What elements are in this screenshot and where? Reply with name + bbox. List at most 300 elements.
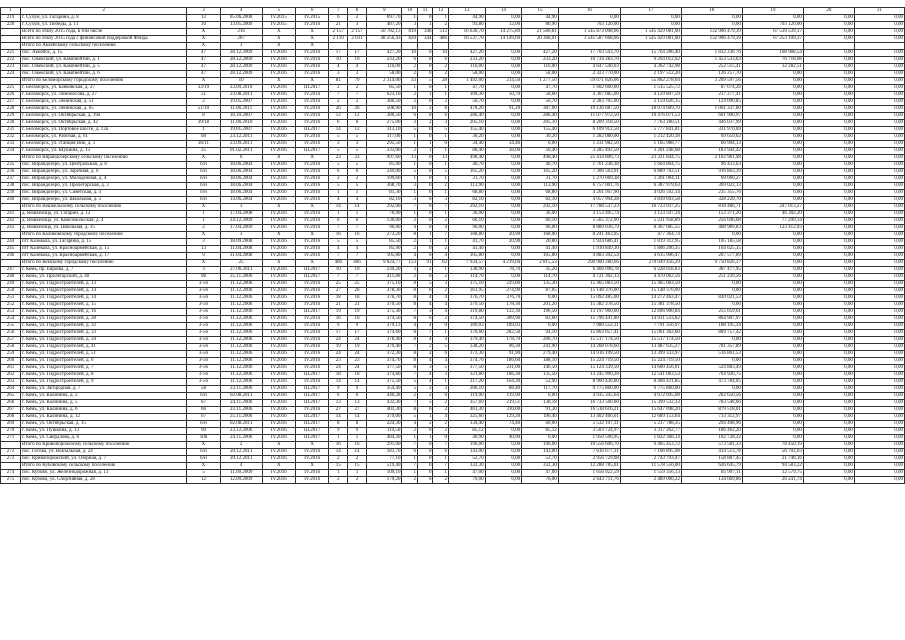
address-cell: Итого по Каликовскому городскому поселению — [20, 232, 186, 239]
table-cell: 406 — [329, 260, 348, 267]
table-cell: 0,00 — [803, 393, 854, 400]
table-cell: 5 — [402, 127, 418, 134]
table-cell: 704 926,75 — [681, 372, 742, 379]
address-cell: г. Кемь, ул. Гидростроителей, д. 14 — [20, 288, 186, 295]
table-cell: IV.2016 — [262, 148, 295, 155]
table-cell: IV.2016 — [296, 470, 329, 477]
table-cell: 12 689 153,64 — [620, 414, 681, 421]
table-cell: 2 — [433, 400, 449, 407]
table-cell: 4 647 540,03 — [558, 64, 620, 71]
table-cell: 10 — [329, 267, 348, 274]
table-cell: 3-56 — [187, 379, 220, 386]
table-cell: 0,00 — [803, 309, 854, 316]
table-cell: X — [187, 463, 220, 470]
table-cell: 8 — [433, 106, 449, 113]
table-cell: 16 — [348, 316, 367, 323]
table-cell: 319,80 — [448, 309, 485, 316]
table-cell: 2 — [433, 218, 449, 225]
table-cell: 623,10 — [366, 92, 401, 99]
table-cell: 19.05.2007 — [220, 99, 262, 106]
address-cell: Всего по этапу 2015 года, в том числе — [20, 29, 186, 36]
table-cell: 18 — [329, 372, 348, 379]
table-cell: 183 944,42 — [681, 148, 742, 155]
table-cell: 143,00 — [448, 449, 485, 456]
table-cell: 4 — [417, 295, 433, 302]
table-cell: IV.2016 — [296, 22, 329, 29]
table-cell: 205,10 — [448, 120, 485, 127]
table-cell: 0,00 — [854, 22, 904, 29]
table-cell: 257 — [1, 337, 21, 344]
table-cell: 28 — [433, 78, 449, 85]
table-cell: 275 — [1, 477, 21, 484]
table-cell: 15 224 719,50 — [558, 358, 620, 365]
table-cell: 25 — [220, 260, 262, 267]
table-cell: 7 — [433, 232, 449, 239]
table-cell: III.2017 — [296, 421, 329, 428]
table-cell: 254 — [1, 316, 21, 323]
table-cell: 26 — [348, 106, 367, 113]
table-cell: 24 — [348, 365, 367, 372]
table-cell: 0,00 — [485, 162, 522, 169]
table-cell: 0,00 — [681, 281, 742, 288]
table-cell: 2 283 705,00 — [558, 99, 620, 106]
table-cell: IV.2015 — [262, 22, 295, 29]
table-cell: 0,00 — [485, 57, 522, 64]
table-cell: 50,40 — [522, 148, 559, 155]
table-cell: IV.2016 — [262, 477, 295, 484]
table-cell: 232 — [1, 134, 21, 141]
table-cell: X — [262, 155, 295, 162]
table-cell: 0,00 — [803, 106, 854, 113]
table-cell: 3 — [417, 365, 433, 372]
table-cell: 134,40 — [448, 421, 485, 428]
table-cell: 14 — [329, 127, 348, 134]
table-cell: 15 796 441,80 — [558, 316, 620, 323]
table-cell: 119,90 — [485, 393, 522, 400]
table-cell: 0,00 — [854, 50, 904, 57]
table-cell: IV.2016 — [296, 134, 329, 141]
subtotal-row — [1, 78, 905, 85]
table-cell: 0 — [417, 71, 433, 78]
register-table — [0, 7, 905, 484]
table-cell: 241 — [1, 211, 21, 218]
table-cell: 2 — [402, 239, 418, 246]
table-cell: 11.12.2006 — [220, 337, 262, 344]
table-cell: 14 — [348, 379, 367, 386]
table-cell: 14 931 533,82 — [620, 316, 681, 323]
table-cell: 10 — [348, 57, 367, 64]
table-cell: 235 355,76 — [681, 190, 742, 197]
table-cell: 14 — [348, 204, 367, 211]
table-row — [1, 71, 905, 78]
column-number: 6 — [296, 8, 329, 15]
table-cell: IV.2016 — [262, 64, 295, 71]
table-row — [1, 22, 905, 29]
table-cell: 473 784,05 — [681, 379, 742, 386]
table-cell: 9 775 860,00 — [620, 386, 681, 393]
table-cell: 155,40 — [522, 127, 559, 134]
column-number: 20 — [803, 8, 854, 15]
table-cell: 7 — [329, 274, 348, 281]
table-cell: 697,70 — [366, 15, 401, 22]
table-cell: 14 272 463,47 — [620, 295, 681, 302]
table-cell: 1 — [348, 211, 367, 218]
table-cell: 0,00 — [854, 85, 904, 92]
table-cell: б/н — [187, 176, 220, 183]
table-cell: 4 721 302,33 — [558, 274, 620, 281]
table-row — [1, 169, 905, 176]
table-cell: 1 277,50 — [522, 78, 559, 85]
table-cell: 247 013,27 — [742, 204, 803, 211]
table-cell: 8 — [402, 288, 418, 295]
table-cell: 2 — [329, 99, 348, 106]
table-cell: 354,40 — [366, 386, 401, 393]
table-cell: 4 — [348, 197, 367, 204]
table-cell: 0,00 — [681, 358, 742, 365]
table-cell: 313,10 — [366, 127, 401, 134]
table-cell: 2 — [348, 176, 367, 183]
table-cell: IV.2016 — [296, 358, 329, 365]
table-cell: 414 513,78 — [681, 449, 742, 456]
table-cell: 3-56 — [187, 358, 220, 365]
table-cell: 4 — [417, 323, 433, 330]
table-row — [1, 92, 905, 99]
table-cell: 4 — [433, 358, 449, 365]
table-cell: 0,00 — [854, 442, 904, 449]
table-cell: IV.2016 — [262, 218, 295, 225]
table-cell: 263 — [1, 379, 21, 386]
table-cell: 3-56 — [187, 323, 220, 330]
table-cell: 0,00 — [742, 288, 803, 295]
table-cell: 0 — [417, 15, 433, 22]
table-row — [1, 148, 905, 155]
table-cell: 0 — [417, 274, 433, 281]
table-cell — [1, 155, 21, 162]
table-cell: 1 — [348, 190, 367, 197]
table-cell: 2 — [348, 99, 367, 106]
table-cell: 12 288 785,01 — [558, 463, 620, 470]
table-cell: 0,00 — [803, 71, 854, 78]
table-cell: 23 — [329, 155, 348, 162]
table-cell: 508,90 — [366, 106, 401, 113]
table-cell: 1 — [433, 176, 449, 183]
table-cell: 220 — [1, 22, 21, 29]
table-cell: 7 — [433, 463, 449, 470]
table-cell: 146,50 — [522, 365, 559, 372]
table-cell: 21 748,16 — [742, 456, 803, 463]
table-cell: 7 — [348, 274, 367, 281]
table-cell: IV.2016 — [296, 120, 329, 127]
table-cell: 0,00 — [854, 407, 904, 414]
table-cell: 0,00 — [854, 316, 904, 323]
table-cell: 3 153 405,74 — [558, 211, 620, 218]
table-cell: 0,00 — [854, 428, 904, 435]
table-cell: 374,70 — [448, 358, 485, 365]
table-cell: 0,00 — [681, 22, 742, 29]
address-cell: г. Кемь, ул. Свердлова, д. 6 — [20, 435, 186, 442]
table-cell: 0 — [417, 204, 433, 211]
table-cell: 3 317 262,77 — [620, 428, 681, 435]
table-cell: 0 — [417, 218, 433, 225]
table-cell: 292,00 — [366, 204, 401, 211]
table-cell: IV.2016 — [262, 176, 295, 183]
table-cell: 0,00 — [742, 190, 803, 197]
table-cell: 40,70 — [522, 162, 559, 169]
address-cell: г. Кемь, ул. Гидростроителей, д. 33 — [20, 330, 186, 337]
table-cell: IV.2016 — [262, 127, 295, 134]
table-cell: 0 — [433, 323, 449, 330]
table-cell: 0,00 — [742, 99, 803, 106]
table-cell: III.2017 — [296, 428, 329, 435]
table-cell: 23.12.2006 — [220, 428, 262, 435]
table-cell: 6 — [417, 316, 433, 323]
table-cell: 0,00 — [854, 421, 904, 428]
table-cell: 10 — [187, 22, 220, 29]
table-cell: 11.12.2006 — [220, 316, 262, 323]
table-cell: 4 057 994,28 — [558, 197, 620, 204]
table-cell: 14 916 199,50 — [558, 351, 620, 358]
table-cell: 0,00 — [742, 148, 803, 155]
table-cell: 260 — [1, 358, 21, 365]
table-cell: 224,30 — [366, 421, 401, 428]
table-cell: 6 757 001,76 — [558, 183, 620, 190]
table-cell: 17 — [348, 330, 367, 337]
table-cell: 13 487 635,27 — [620, 344, 681, 351]
table-cell: IV.2016 — [296, 281, 329, 288]
address-cell: г. Кемь, ул. Калинина, д. 12 — [20, 414, 186, 421]
table-cell: X — [296, 204, 329, 211]
table-cell: 186,60 — [485, 358, 522, 365]
address-cell: г. Кемь, ул. Гидростроителей, д. 15 — [20, 302, 186, 309]
column-number: 15 — [522, 8, 559, 15]
table-cell: 0,00 — [742, 379, 803, 386]
table-cell: 0,00 — [803, 281, 854, 288]
table-cell: 80,90 — [522, 22, 559, 29]
table-cell: 5 — [417, 400, 433, 407]
table-cell: 0,00 — [742, 267, 803, 274]
table-cell: 196,00 — [448, 442, 485, 449]
table-cell: 0,00 — [742, 162, 803, 169]
table-cell: 5 — [433, 169, 449, 176]
table-cell: 2 — [348, 15, 367, 22]
table-cell: X — [296, 463, 329, 470]
table-cell: 997,60 — [366, 155, 401, 162]
table-cell: 130,00 — [366, 218, 401, 225]
table-cell: IV.2016 — [296, 106, 329, 113]
table-cell: 487,20 — [366, 22, 401, 29]
address-cell: г. Беломорск, ул. Октябрьская, д. 19а — [20, 113, 186, 120]
table-cell: 0,00 — [803, 211, 854, 218]
table-cell: 23.11.2006 — [220, 386, 262, 393]
table-cell: 2 — [433, 288, 449, 295]
table-cell: 123 412,03 — [742, 225, 803, 232]
table-cell: 2 — [433, 407, 449, 414]
table-cell: 9 024,77 — [366, 260, 401, 267]
table-cell: 0,00 — [485, 274, 522, 281]
table-cell: 13 245 990,28 — [558, 372, 620, 379]
table-cell: 703 120,00 — [742, 22, 803, 29]
table-cell: 109,10 — [366, 470, 401, 477]
table-cell: 5 — [402, 379, 418, 386]
table-cell: 20,90 — [485, 232, 522, 239]
table-cell: IV.2016 — [262, 211, 295, 218]
table-cell: III.2017 — [296, 127, 329, 134]
table-cell: IV.2016 — [262, 379, 295, 386]
column-number: 19 — [742, 8, 803, 15]
table-cell: 379,40 — [366, 344, 401, 351]
table-cell: IV.2016 — [296, 197, 329, 204]
table-cell: 9 — [329, 386, 348, 393]
table-cell: 0,00 — [742, 309, 803, 316]
table-cell: 0 — [417, 246, 433, 253]
table-cell: 143,00 — [522, 449, 559, 456]
table-cell: 8 209 318,50 — [558, 120, 620, 127]
table-cell: IV.2016 — [296, 162, 329, 169]
table-cell: 0,00 — [742, 330, 803, 337]
table-cell: 15 061 362,60 — [620, 330, 681, 337]
table-row — [1, 253, 905, 260]
table-cell: 0 — [417, 211, 433, 218]
table-cell: 369 022,13 — [681, 183, 742, 190]
table-cell: 0,00 — [854, 92, 904, 99]
table-cell: 0,00 — [854, 64, 904, 71]
table-cell: 241,90 — [522, 344, 559, 351]
table-cell: 236 — [1, 169, 21, 176]
table-cell: 0,00 — [854, 71, 904, 78]
table-cell: 47 — [187, 57, 220, 64]
table-cell: 9 294 012,02 — [620, 57, 681, 64]
table-cell: 2 — [417, 267, 433, 274]
table-cell: 3 — [433, 120, 449, 127]
table-cell: 0,00 — [803, 435, 854, 442]
table-cell: 256 — [1, 330, 21, 337]
table-cell: 14 — [329, 414, 348, 421]
table-cell: 4 — [433, 253, 449, 260]
table-cell: 5 — [187, 470, 220, 477]
table-cell: 66 — [187, 407, 220, 414]
address-cell: пгт Калевала, ул. Гагарина, д. 15 — [20, 239, 186, 246]
table-cell: 0,00 — [803, 365, 854, 372]
table-cell: IV.2016 — [262, 407, 295, 414]
table-cell: 4 — [433, 309, 449, 316]
table-cell: 15 224 719,50 — [620, 358, 681, 365]
table-cell: 199,60 — [366, 176, 401, 183]
table-cell: 196,50 — [522, 309, 559, 316]
table-cell: 0,00 — [558, 15, 620, 22]
address-cell: пос. Кубово, ул. Спортивная, д. 28 — [20, 477, 186, 484]
table-cell: 0,00 — [854, 302, 904, 309]
table-cell: 2 — [433, 421, 449, 428]
table-cell: 206,10 — [448, 386, 485, 393]
column-number: 11 — [417, 8, 433, 15]
table-cell: 2 — [348, 456, 367, 463]
table-cell: 0,00 — [803, 260, 854, 267]
table-cell: 87,05 — [522, 288, 559, 295]
table-cell: 23.12.2011 — [220, 134, 262, 141]
table-cell: IV.2016 — [262, 372, 295, 379]
table-row — [1, 85, 905, 92]
table-cell: 0,00 — [803, 50, 854, 57]
table-cell: X — [262, 232, 295, 239]
table-cell: 0,00 — [854, 379, 904, 386]
table-cell: 12 — [187, 15, 220, 22]
table-row — [1, 393, 905, 400]
column-number: 16 — [558, 8, 620, 15]
table-cell: 0,00 — [742, 253, 803, 260]
table-cell: 0,00 — [742, 113, 803, 120]
address-cell: Итого по Аккейскому сельскому поселению — [20, 43, 186, 50]
table-cell: 11.12.2006 — [220, 295, 262, 302]
table-cell: 2 — [433, 274, 449, 281]
table-cell: IV.2016 — [296, 407, 329, 414]
table-cell: 2 — [402, 246, 418, 253]
table-cell: 17 703 593,70 — [558, 50, 620, 57]
table-cell: 14 275,89 — [485, 29, 522, 36]
table-cell: 40,90 — [448, 435, 485, 442]
table-cell: 0,00 — [854, 372, 904, 379]
table-cell: 0,00 — [803, 407, 854, 414]
table-cell: IV.2016 — [262, 309, 295, 316]
table-cell: 11.12.2006 — [220, 351, 262, 358]
table-cell: 5 — [433, 365, 449, 372]
table-cell: 105,80 — [366, 253, 401, 260]
table-cell: IV.2016 — [262, 351, 295, 358]
table-cell: 1 664 804,75 — [620, 162, 681, 169]
table-cell: 134 669,86 — [681, 477, 742, 484]
table-row — [1, 50, 905, 57]
table-cell: 1 — [402, 85, 418, 92]
table-cell: IV.2016 — [296, 218, 329, 225]
table-cell: 7 — [433, 204, 449, 211]
table-cell: 0,00 — [485, 134, 522, 141]
table-cell: 31,70 — [448, 176, 485, 183]
table-row — [1, 211, 905, 218]
table-cell: 0,00 — [803, 120, 854, 127]
column-number: 12 — [433, 8, 449, 15]
table-cell: 2 — [417, 421, 433, 428]
table-cell: IV.2016 — [262, 267, 295, 274]
table-cell: 2 — [433, 316, 449, 323]
table-cell: 219 — [1, 15, 21, 22]
table-cell: 30,20 — [448, 134, 485, 141]
table-cell: 52,70 — [448, 456, 485, 463]
table-cell: 378,30 — [366, 288, 401, 295]
table-cell: 18.09.2008 — [220, 239, 262, 246]
table-cell: 332,30 — [448, 463, 485, 470]
table-cell: 0,00 — [803, 134, 854, 141]
table-row — [1, 57, 905, 64]
table-cell: 0,00 — [854, 225, 904, 232]
table-cell: 258 — [1, 344, 21, 351]
table-cell: 17 — [329, 50, 348, 57]
address-cell: г. Беломорск, ул. станция Вик, д. 1 — [20, 141, 186, 148]
table-cell: 781 357,89 — [681, 344, 742, 351]
table-cell: IV.2016 — [296, 337, 329, 344]
table-cell: IV.2016 — [262, 239, 295, 246]
table-cell: 9 775 860,00 — [558, 386, 620, 393]
table-cell: 0,00 — [854, 463, 904, 470]
table-cell: 11.12.2006 — [220, 302, 262, 309]
table-cell: 81,30 — [366, 190, 401, 197]
table-cell: 196,00 — [522, 442, 559, 449]
table-cell: 40,90 — [485, 435, 522, 442]
table-cell: 108 988,54 — [742, 50, 803, 57]
table-cell: 4 — [433, 225, 449, 232]
table-cell: 0,00 — [681, 337, 742, 344]
table-cell: X — [262, 43, 295, 50]
table-cell: IV.2016 — [296, 379, 329, 386]
table-cell: 269 — [1, 421, 21, 428]
